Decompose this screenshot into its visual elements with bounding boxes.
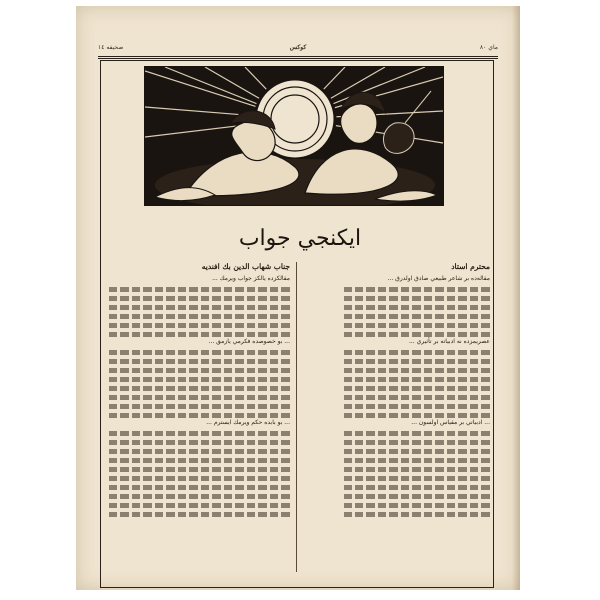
page-number: صحيفه ١٤ bbox=[98, 44, 124, 51]
text-line bbox=[108, 305, 290, 310]
text-line bbox=[108, 503, 290, 508]
text-line bbox=[108, 404, 290, 409]
column-left-paragraph: مقالكزده يالكز جواب ويرمك ... bbox=[212, 275, 290, 282]
text-line bbox=[108, 449, 290, 454]
page-header bbox=[98, 40, 498, 56]
header-rule bbox=[98, 56, 498, 59]
text-line bbox=[344, 503, 490, 508]
issue-date: ماي ٨٠ bbox=[479, 44, 498, 51]
column-divider bbox=[296, 262, 297, 572]
text-line bbox=[344, 476, 490, 481]
text-line bbox=[108, 476, 290, 481]
text-line bbox=[108, 368, 290, 373]
column-right-heading: محترم استاد bbox=[451, 262, 490, 271]
column-right-paragraph: عصريمزده نه ادبياته بر تأثيري ... bbox=[408, 338, 490, 345]
text-line bbox=[108, 494, 290, 499]
text-line bbox=[108, 359, 290, 364]
text-line bbox=[108, 296, 290, 301]
text-line bbox=[344, 359, 490, 364]
text-line bbox=[344, 332, 490, 337]
text-line bbox=[108, 314, 290, 319]
text-line bbox=[344, 413, 490, 418]
text-line bbox=[344, 305, 490, 310]
text-line bbox=[108, 332, 290, 337]
engraving-illustration bbox=[144, 66, 444, 206]
column-left bbox=[108, 262, 290, 572]
text-line bbox=[344, 368, 490, 373]
text-line bbox=[344, 467, 490, 472]
text-line bbox=[108, 287, 290, 292]
text-line bbox=[108, 467, 290, 472]
text-line bbox=[344, 314, 490, 319]
text-line bbox=[108, 431, 290, 436]
text-line bbox=[344, 404, 490, 409]
column-right-paragraph: مقاله‌ده بر شاعر طبيعي صادق اولدرق ... bbox=[387, 275, 490, 282]
text-line bbox=[344, 485, 490, 490]
text-line bbox=[108, 350, 290, 355]
text-line bbox=[344, 449, 490, 454]
column-left-heading: جناب شهاب الدين بك افنديه bbox=[201, 262, 290, 271]
text-line bbox=[108, 377, 290, 382]
text-line bbox=[108, 440, 290, 445]
column-left-paragraph: ... بو خصوصده فكرمي يازمق ... bbox=[208, 338, 290, 345]
text-line bbox=[344, 431, 490, 436]
text-line bbox=[108, 485, 290, 490]
text-line bbox=[344, 395, 490, 400]
text-line bbox=[344, 386, 490, 391]
text-line bbox=[344, 350, 490, 355]
column-right-paragraph: ... ادبياتي بر مقياس اولسون ... bbox=[411, 419, 490, 426]
text-line bbox=[108, 413, 290, 418]
text-line bbox=[108, 323, 290, 328]
text-line bbox=[344, 512, 490, 517]
text-line bbox=[108, 386, 290, 391]
magazine-name: كوكس bbox=[289, 44, 307, 51]
text-line bbox=[344, 287, 490, 292]
text-line bbox=[344, 440, 490, 445]
illustration-svg bbox=[145, 67, 443, 205]
text-line bbox=[344, 494, 490, 499]
text-line bbox=[108, 512, 290, 517]
text-line bbox=[344, 323, 490, 328]
text-line bbox=[344, 296, 490, 301]
article-title: ايكنجي جواب bbox=[238, 226, 362, 251]
column-right bbox=[344, 262, 490, 572]
text-line bbox=[344, 377, 490, 382]
text-line bbox=[108, 458, 290, 463]
text-line bbox=[108, 395, 290, 400]
column-left-paragraph: ... بو بابده حكم ويرمك ايسترم ... bbox=[206, 419, 290, 426]
text-line bbox=[344, 458, 490, 463]
